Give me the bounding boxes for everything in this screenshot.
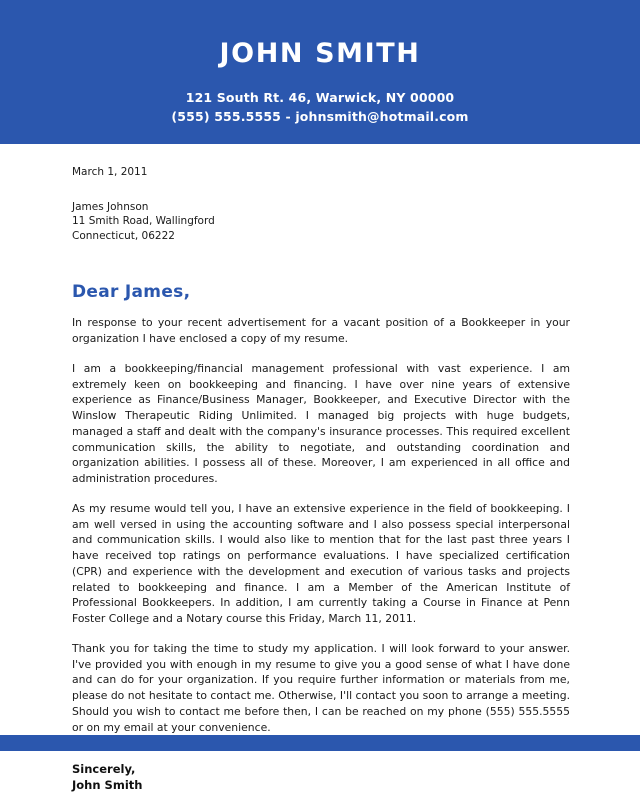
letter-body [0,144,640,793]
recipient-name: James Johnson [72,201,149,214]
signature-name: John Smith [72,777,143,792]
applicant-name: JOHN SMITH [219,38,421,69]
valediction: Sincerely, [72,762,136,777]
recipient-address-block [72,200,570,243]
letter-date: March 1, 2011 [72,166,148,178]
letter-header-band [0,0,640,144]
letter-footer-band [0,735,640,751]
contact-phone-email: (555) 555.5555 - johnsmith@hotmail.com [171,109,469,125]
letter-paragraphs [72,315,570,735]
letter-paragraph: Thank you for taking the time to study my application. I will look forward to your answer. I've provided you with enough in my resume to give you a good sense of what I have done and can do for your organization. If you require further information or materials from me, please do not hesitate to contact me. Otherwise, I'll contact you soon to arrange a meeting. Should you wish to contact me before then, I can be reached on my phone (555) 555.5555 or on my email at your convenience. [72,641,570,734]
contact-info-block [171,88,468,127]
letter-paragraph: I am a bookkeeping/financial management professional with vast experience. I am extremely keen on bookkeeping and financing. I have over nine years of extensive experience as Finance/Business Manager, Bookkeeper, and Executive Director with the Winslow Therapeutic Riding Unlimited. I managed big projects with huge budgets, managed a staff and dealt with the company's insurance processes. This required excellent communication skills, the ability to negotiate, and outstanding coordination and organization abilities. I possess all of these. Moreover, I am experienced in all office and administration procedures. [72,361,570,486]
letter-paragraph: As my resume would tell you, I have an extensive experience in the field of bookkeeping. I am well versed in using the accounting software and I also possess special interpersonal and communication skills. I would also like to mention that for the last past three years I have received top ratings on performance evaluations. I have specialized certification (CPR) and experience with the development and execution of various tasks and projects related to bookkeeping and finance. I am a Member of the American Institute of Professional Bookkeepers. In addition, I am currently taking a Course in Finance at Penn Foster College and a Notary course this Friday, March 11, 2011. [72,501,570,626]
closing-block [72,762,570,792]
recipient-city-zip: Connecticut, 06222 [72,229,175,242]
contact-address: 121 South Rt. 46, Warwick, NY 00000 [185,90,455,105]
letter-paragraph: In response to your recent advertisement for a vacant position of a Bookkeeper in your organization I have enclosed a copy of my resume. [72,316,570,346]
salutation: Dear James, [72,281,191,302]
recipient-street: 11 Smith Road, Wallingford [72,215,215,228]
